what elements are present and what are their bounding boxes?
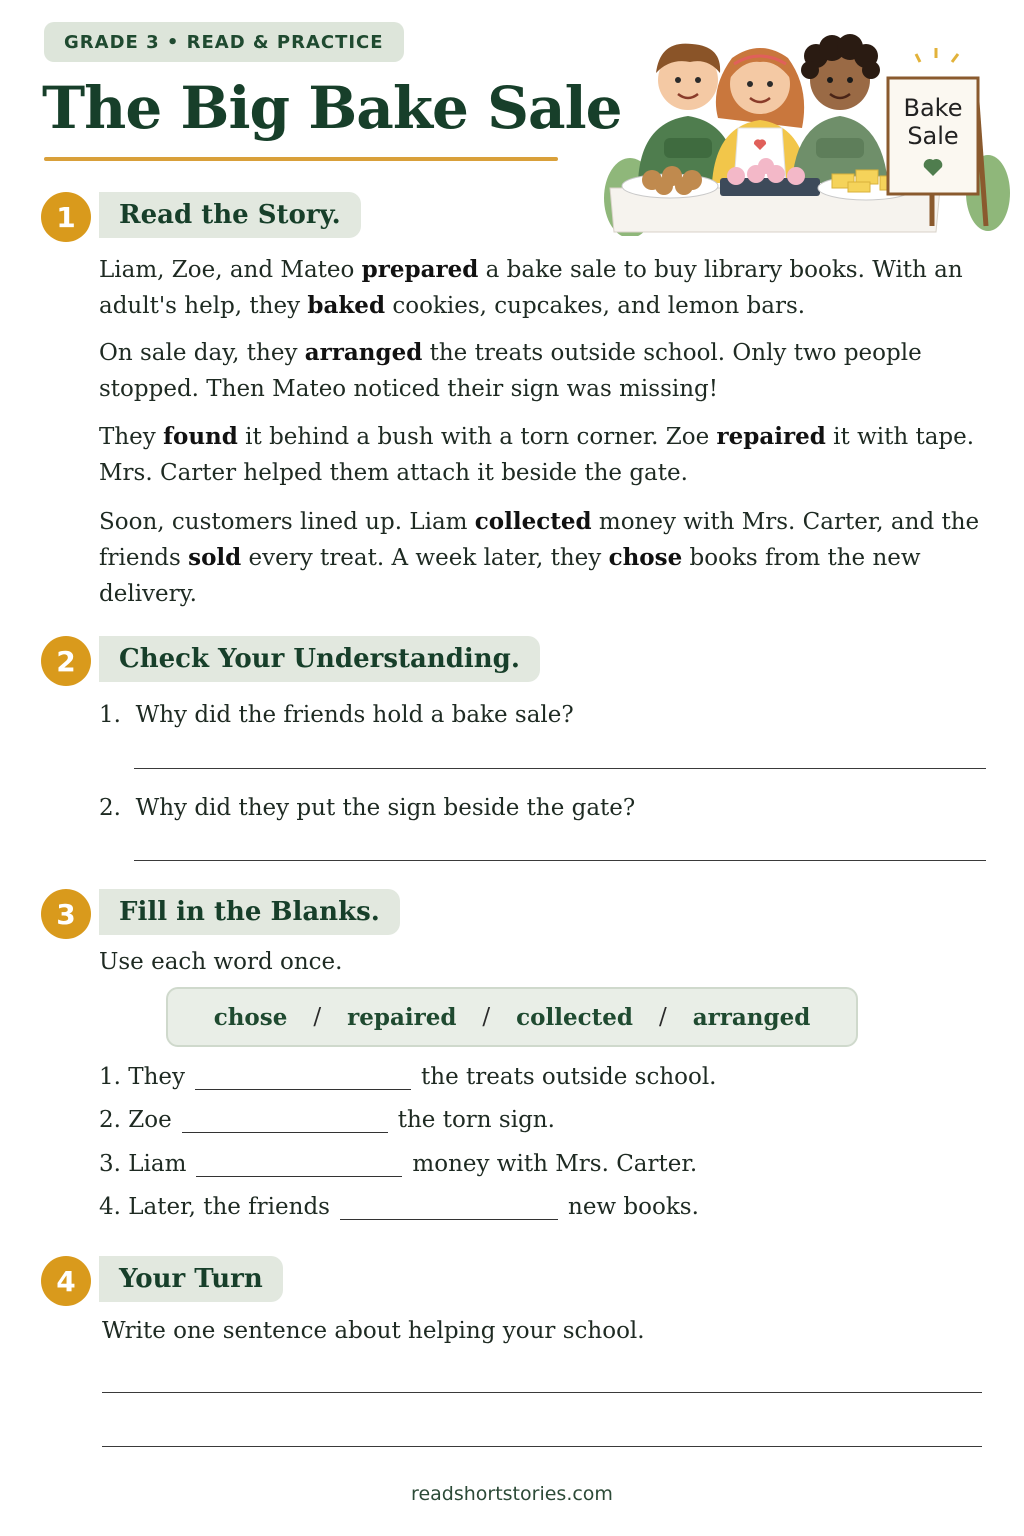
answer-line-q1[interactable] xyxy=(134,768,986,769)
fill-item-number: 2. xyxy=(99,1107,121,1133)
story-text: Soon, customers lined up. Liam xyxy=(99,509,475,535)
fill-blank-3[interactable] xyxy=(196,1156,402,1177)
word-bank-separator: / xyxy=(658,1004,667,1030)
your-turn-prompt: Write one sentence about helping your school. xyxy=(102,1318,645,1344)
your-turn-line-2[interactable] xyxy=(102,1446,982,1447)
story-text: money with Mrs. Carter, and the friends xyxy=(99,509,980,571)
word-bank xyxy=(166,987,858,1047)
svg-text:Sale: Sale xyxy=(907,122,959,150)
fill-item-4 xyxy=(99,1194,699,1220)
fill-item-before: Liam xyxy=(128,1151,187,1177)
word-bank-separator: / xyxy=(313,1004,322,1030)
section-4-number: 4 xyxy=(41,1256,91,1306)
story-text: They xyxy=(99,424,164,450)
answer-line-q2[interactable] xyxy=(134,860,986,861)
story-text: the treats outside school. Only two people stopped. Then Mateo noticed their sign was missing! xyxy=(99,340,922,402)
fill-item-before: Later, the friends xyxy=(128,1194,330,1220)
fill-item-number: 1. xyxy=(99,1064,121,1090)
section-2-title: Check Your Understanding. xyxy=(99,636,540,682)
vocab-word: arranged xyxy=(304,339,423,366)
kid-mateo xyxy=(792,34,888,183)
fill-item-before: Zoe xyxy=(128,1107,172,1133)
fill-item-number: 4. xyxy=(99,1194,121,1220)
section-1-title: Read the Story. xyxy=(99,192,361,238)
section-3-number: 3 xyxy=(41,889,91,939)
story-paragraph-3 xyxy=(99,419,999,491)
word-bank-word: collected xyxy=(516,1003,633,1031)
fill-item-1 xyxy=(99,1064,717,1090)
vocab-word: chose xyxy=(608,544,683,571)
question-text: Why did they put the sign beside the gate? xyxy=(135,795,636,821)
footer-site: readshortstories.com xyxy=(411,1483,613,1505)
page-title: The Big Bake Sale xyxy=(42,74,622,142)
grade-label: GRADE 3 • READ & PRACTICE xyxy=(44,22,404,62)
section-3-title: Fill in the Blanks. xyxy=(99,889,400,935)
bake-sale-illustration xyxy=(600,18,1010,236)
question-2 xyxy=(99,795,635,821)
vocab-word: baked xyxy=(307,292,386,319)
fill-item-after: the torn sign. xyxy=(397,1107,555,1133)
fill-item-3 xyxy=(99,1151,697,1177)
fill-item-2 xyxy=(99,1107,555,1133)
fill-blank-4[interactable] xyxy=(340,1199,558,1220)
fill-item-before: They xyxy=(128,1064,186,1090)
story-text: it with tape. Mrs. Carter helped them attach it beside the gate. xyxy=(99,424,975,486)
word-bank-word: repaired xyxy=(347,1003,457,1031)
story-text: it behind a bush with a torn corner. Zoe xyxy=(237,424,717,450)
story-paragraph-4 xyxy=(99,504,999,612)
story-text: every treat. A week later, they xyxy=(241,545,609,571)
story-paragraph-1 xyxy=(99,252,999,324)
question-text: Why did the friends hold a bake sale? xyxy=(135,702,574,728)
story-text: On sale day, they xyxy=(99,340,305,366)
story-text: books from the new delivery. xyxy=(99,545,921,607)
question-number: 2. xyxy=(99,795,121,821)
vocab-word: collected xyxy=(474,508,592,535)
vocab-word: found xyxy=(163,423,238,450)
word-bank-word: arranged xyxy=(692,1003,811,1031)
fill-blank-1[interactable] xyxy=(195,1069,411,1090)
story-paragraph-2 xyxy=(99,335,999,407)
vocab-word: prepared xyxy=(361,256,479,283)
vocab-word: sold xyxy=(188,544,242,571)
fill-blank-2[interactable] xyxy=(182,1112,388,1133)
story-text: a bake sale to buy library books. With an adult's help, they xyxy=(99,257,963,319)
section-2-number: 2 xyxy=(41,636,91,686)
fill-item-after: the treats outside school. xyxy=(421,1064,717,1090)
your-turn-line-1[interactable] xyxy=(102,1392,982,1393)
question-number: 1. xyxy=(99,702,121,728)
story-text: cookies, cupcakes, and lemon bars. xyxy=(385,293,806,319)
word-bank-word: chose xyxy=(213,1003,288,1031)
vocab-word: repaired xyxy=(716,423,826,450)
section-4-title: Your Turn xyxy=(99,1256,283,1302)
fill-item-after: money with Mrs. Carter. xyxy=(412,1151,698,1177)
fill-item-after: new books. xyxy=(568,1194,699,1220)
title-underline xyxy=(44,157,558,161)
story-text: Liam, Zoe, and Mateo xyxy=(99,257,362,283)
fill-item-number: 3. xyxy=(99,1151,121,1177)
svg-text:Bake: Bake xyxy=(903,94,963,122)
fill-instruction: Use each word once. xyxy=(99,949,343,975)
word-bank-separator: / xyxy=(482,1004,491,1030)
section-1-number: 1 xyxy=(41,192,91,242)
question-1 xyxy=(99,702,574,728)
